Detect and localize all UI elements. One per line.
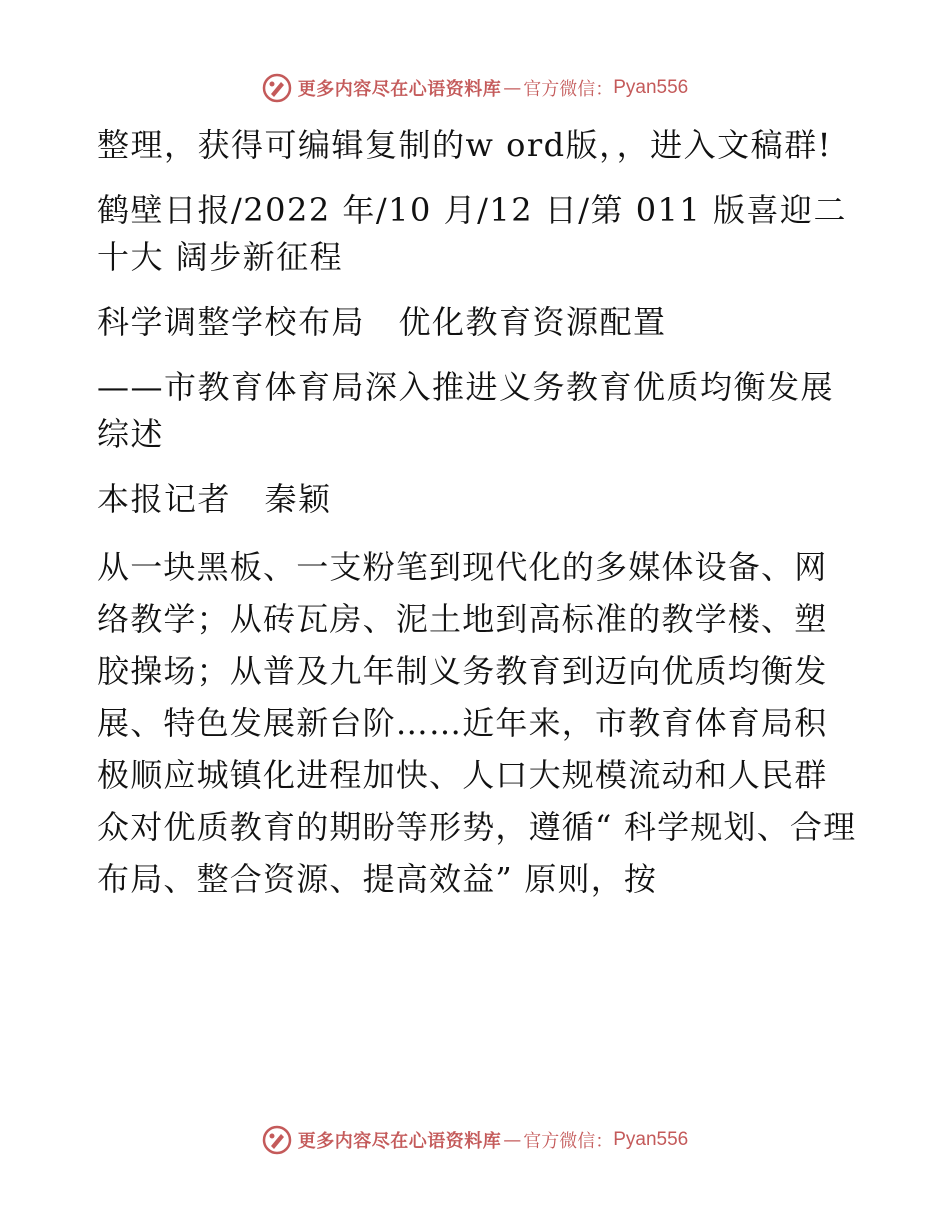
watermark-text: 更多内容尽在心语资料库 [297, 1131, 502, 1152]
watermark-separator: — [503, 77, 522, 99]
paragraph-source: 鹤壁日报/2022 年/10 月/12 日/第 011 版喜迎二十大 阔步新征程 [97, 191, 847, 276]
paragraph-subheadline: ——市教育体育局深入推进义务教育优质均衡发展综述 [97, 368, 835, 453]
watermark-text: 更多内容尽在心语资料库 [297, 79, 502, 100]
watermark-separator: — [503, 1129, 522, 1151]
watermark-banner-bottom [0, 1120, 950, 1160]
watermark-wechat-id: Pyan556 [613, 77, 689, 98]
paragraph-notice: 整理，获得可编辑复制的w ord版，，进入文稿群! [97, 126, 832, 164]
paragraph-body: 从一块黑板、一支粉笔到现代化的多媒体设备、网络教学；从砖瓦房、泥土地到高标准的教学楼、塑胶操场；从普及九年制义务教育到迈向优质均衡发展、特色发展新台阶……近年来，市教育体育局积极顺应城镇化进程加快、人口大规模流动和人民群众对优质教育的期盼等形势，遵循“ 科学规划、合理布局、整合资源、提高效益” 原则，按 [97, 548, 857, 898]
watermark-wechat-label: 官方微信： [523, 79, 614, 100]
paragraph-headline: 科学调整学校布局 优化教育资源配置 [97, 303, 667, 341]
document-body [97, 122, 857, 923]
watermark-wechat-label: 官方微信： [523, 1131, 614, 1152]
pen-seal-icon [262, 73, 292, 103]
paragraph-byline: 本报记者 秦颖 [97, 480, 332, 518]
watermark-banner-top [0, 68, 950, 108]
watermark-wechat-id: Pyan556 [613, 1129, 689, 1150]
pen-seal-icon [262, 1125, 292, 1155]
